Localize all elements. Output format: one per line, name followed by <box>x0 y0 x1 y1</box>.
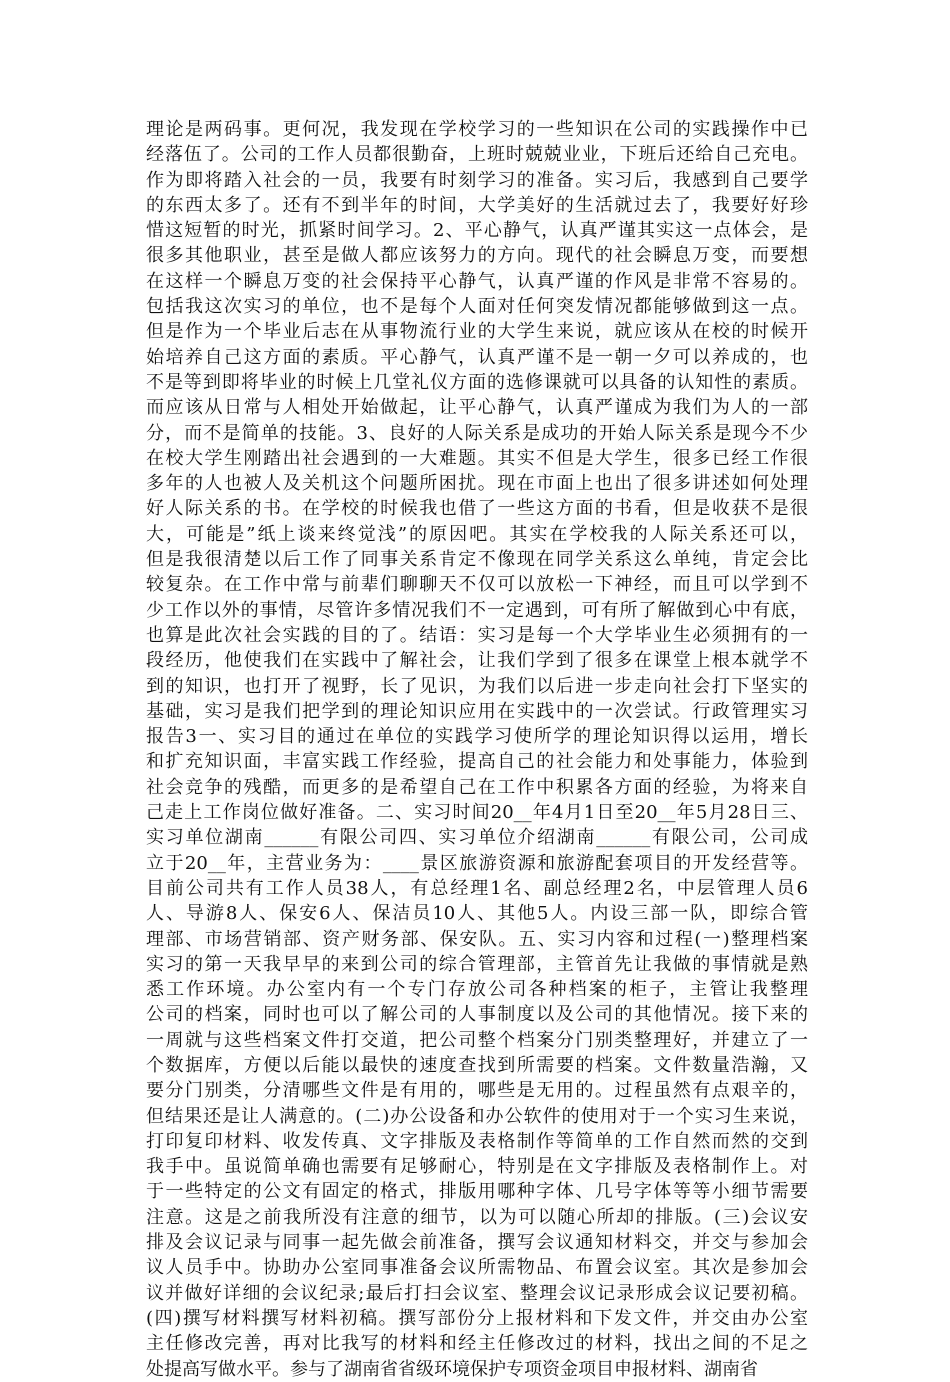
text-line: 多年的人也被人及关机这个问题所困扰。现在市面上也出了很多讲述如何处理 <box>146 473 808 495</box>
text-line: 实习单位湖南______有限公司四、实习单位介绍湖南______有限公司，公司成 <box>146 827 808 849</box>
text-line: 惜这短暂的时光，抓紧时间学习。2、平心静气，认真严谨其实这一点体会，是 <box>146 220 808 242</box>
text-line: 议并做好详细的会议纪录;最后打扫会议室、整理会议记录形成会议记要初稿。 <box>146 1282 808 1304</box>
text-line: 理部、市场营销部、资产财务部、保安队。五、实习内容和过程(一)整理档案 <box>146 928 808 950</box>
text-line: 好人际关系的书。在学校的时候我也借了一些这方面的书看，但是收获不是很 <box>146 498 808 520</box>
text-line: 个数据库，方便以后能以最快的速度查找到所需要的档案。文件数量浩瀚，又 <box>146 1054 808 1076</box>
text-line: 实习的第一天我早早的来到公司的综合管理部，主管首先让我做的事情就是熟 <box>146 953 808 975</box>
text-line: 包括我这次实习的单位，也不是每个人面对任何突发情况都能够做到这一点。 <box>146 296 808 318</box>
text-line: 主任修改完善，再对比我写的材料和经主任修改过的材料，找出之间的不足之 <box>146 1333 808 1355</box>
text-line: 社会竞争的残酷，而更多的是希望自己在工作中积累各方面的经验，为将来自 <box>146 776 808 798</box>
text-line: 基础，实习是我们把学到的理论知识应用在实践中的一次尝试。行政管理实习 <box>146 700 808 722</box>
text-line: 报告3一、实习目的通过在单位的实践学习使所学的理论知识得以运用，增长 <box>146 726 808 748</box>
text-line: 较复杂。在工作中常与前辈们聊聊天不仅可以放松一下神经，而且可以学到不 <box>146 574 808 596</box>
text-line: 一周就与这些档案文件打交道，把公司整个档案分门别类整理好，并建立了一 <box>146 1029 808 1051</box>
text-line: 但结果还是让人满意的。(二)办公设备和办公软件的使用对于一个实习生来说， <box>146 1105 808 1127</box>
text-line: 作为即将踏入社会的一员，我要有时刻学习的准备。实习后，我感到自己要学 <box>146 169 808 191</box>
text-line: 不是等到即将毕业的时候上几堂礼仪方面的选修课就可以具备的认知性的素质。 <box>146 371 808 393</box>
text-line: 在这样一个瞬息万变的社会保持平心静气，认真严谨的作风是非常不容易的。 <box>146 270 808 292</box>
text-line: 目前公司共有工作人员38人，有总经理1名、副总经理2名，中层管理人员6 <box>146 877 808 899</box>
text-line: 段经历，他使我们在实践中了解社会，让我们学到了很多在课堂上根本就学不 <box>146 650 808 672</box>
text-line: 但是作为一个毕业后志在从事物流行业的大学生来说，就应该从在校的时候开 <box>146 321 808 343</box>
text-line: 理论是两码事。更何况，我发现在学校学习的一些知识在公司的实践操作中已 <box>146 119 808 140</box>
text-line: 大，可能是”纸上谈来终觉浅”的原因吧。其实在学校我的人际关系还可以， <box>146 523 808 545</box>
text-line: 和扩充知识面，丰富实践工作经验，提高自己的社会能力和处事能力，体验到 <box>146 751 808 773</box>
text-line: 始培养自己这方面的素质。平心静气，认真严谨不是一朝一夕可以养成的，也 <box>146 346 808 368</box>
text-line: 少工作以外的事情，尽管许多情况我们不一定遇到，可有所了解做到心中有底， <box>146 599 808 621</box>
text-line: 己走上工作岗位做好准备。二、实习时间20__年4月1日至20__年5月28日三、 <box>146 802 808 824</box>
text-line: (四)撰写材料撰写材料初稿。撰写部份分上报材料和下发文件，并交由办公室 <box>146 1307 808 1329</box>
text-line: 悉工作环境。办公室内有一个专门存放公司各种档案的柜子，主管让我整理 <box>146 979 808 1001</box>
text-line: 人、导游8人、保安6人、保洁员10人、其他5人。内设三部一队，即综合管 <box>146 903 808 925</box>
text-line: 的东西太多了。还有不到半年的时间，大学美好的生活就过去了，我要好好珍 <box>146 194 808 216</box>
text-line: 我手中。虽说简单确也需要有足够耐心，特别是在文字排版及表格制作上。对 <box>146 1156 808 1178</box>
text-line: 于一些特定的公文有固定的格式，排版用哪种字体、几号字体等等小细节需要 <box>146 1181 808 1203</box>
text-line: 而应该从日常与人相处开始做起，让平心静气，认真严谨成为我们为人的一部 <box>146 397 808 419</box>
text-line: 经落伍了。公司的工作人员都很勤奋，上班时兢兢业业，下班后还给自己充电。 <box>146 144 808 166</box>
text-line: 很多其他职业，甚至是做人都应该努力的方向。现代的社会瞬息万变，而要想 <box>146 245 808 267</box>
document-body <box>146 117 808 1382</box>
text-line: 在校大学生刚踏出社会遇到的一大难题。其实不但是大学生，很多已经工作很 <box>146 447 808 469</box>
text-line: 处提高写做水平。参与了湖南省省级环境保护专项资金项目申报材料、湖南省 <box>146 1358 758 1380</box>
text-line: 排及会议记录与同事一起先做会前准备，撰写会议通知材料交，并交与参加会 <box>146 1232 808 1254</box>
text-line: 到的知识，也打开了视野，长了见识，为我们以后进一步走向社会打下坚实的 <box>146 675 808 697</box>
text-line: 立于20__年，主营业务为：____景区旅游资源和旅游配套项目的开发经营等。 <box>146 852 808 874</box>
text-line: 议人员手中。协助办公室同事准备会议所需物品、布置会议室。其次是参加会 <box>146 1257 808 1279</box>
text-line: 分，而不是简单的技能。3、良好的人际关系是成功的开始人际关系是现今不少 <box>146 422 808 444</box>
text-line: 也算是此次社会实践的目的了。结语：实习是每一个大学毕业生必须拥有的一 <box>146 624 808 646</box>
text-line: 注意。这是之前我所没有注意的细节，以为可以随心所却的排版。(三)会议安 <box>146 1206 808 1228</box>
text-line: 但是我很清楚以后工作了同事关系肯定不像现在同学关系这么单纯，肯定会比 <box>146 549 808 571</box>
text-line: 要分门别类，分清哪些文件是有用的，哪些是无用的。过程虽然有点艰辛的， <box>146 1080 808 1102</box>
text-line: 公司的档案，同时也可以了解公司的人事制度以及公司的其他情况。接下来的 <box>146 1004 808 1026</box>
text-line: 打印复印材料、收发传真、文字排版及表格制作等简单的工作自然而然的交到 <box>146 1130 808 1152</box>
